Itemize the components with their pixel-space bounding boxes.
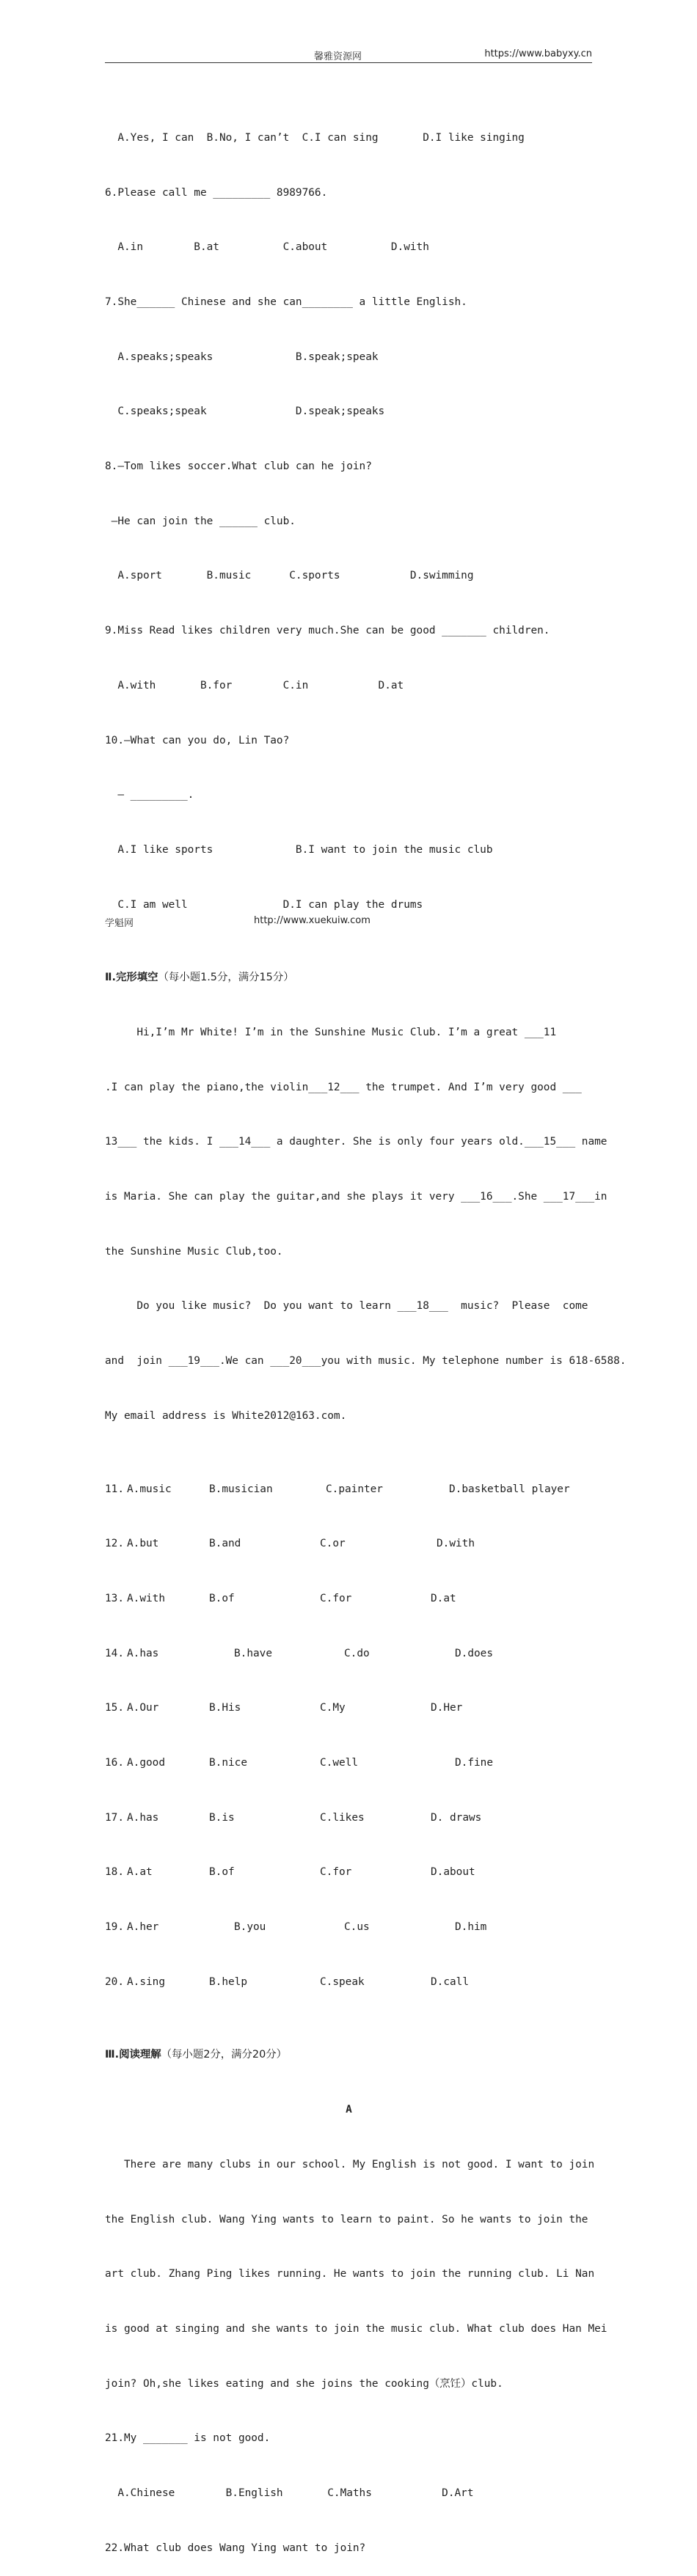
cloze-question bbox=[105, 1918, 593, 1937]
cloze-question bbox=[105, 1535, 593, 1553]
q10-options-ab: A.I like sports B.I want to join the music club bbox=[105, 843, 493, 856]
q7-options-ab: A.speaks;speaks B.speak;speak bbox=[105, 351, 379, 363]
section2-note: （每小题1.5分，满分15分） bbox=[158, 972, 294, 984]
question-number: 13. bbox=[105, 1592, 124, 1604]
option-a: A.sing bbox=[127, 1975, 165, 1988]
option-d: D.call bbox=[431, 1975, 469, 1988]
cloze-question bbox=[105, 1480, 593, 1499]
option-b: B.and bbox=[209, 1538, 241, 1550]
option-a: A.has bbox=[127, 1811, 159, 1824]
q8-stem: 8.—Tom likes soccer.What club can he join? bbox=[105, 460, 372, 473]
q10-answer-line: — _________. bbox=[105, 789, 194, 801]
cloze-passage-line: Hi,I’m Mr White! I’m in the Sunshine Music Club. I’m a great ___11 bbox=[105, 1026, 557, 1038]
cloze-passage-line: and join ___19___.We can ___20___you with music. My telephone number is 618-6588. bbox=[105, 1355, 627, 1368]
q7-stem: 7.She______ Chinese and she can________ a little English. bbox=[105, 296, 467, 308]
q8-options: A.sport B.music C.sports D.swimming bbox=[105, 570, 474, 582]
q22-stem: 22.What club does Wang Ying want to join? bbox=[105, 2542, 366, 2554]
q7-options-cd: C.speaks;speak D.speak;speaks bbox=[105, 406, 385, 418]
question-number: 19. bbox=[105, 1921, 124, 1934]
option-c: C.My bbox=[320, 1702, 346, 1714]
option-a: A.has bbox=[127, 1647, 159, 1659]
question-number: 12. bbox=[105, 1538, 124, 1550]
cloze-question bbox=[105, 1809, 593, 1827]
q6-options: A.in B.at C.about D.with bbox=[105, 241, 429, 254]
reading-passage-line: art club. Zhang Ping likes running. He wants to join the running club. Li Nan bbox=[105, 2268, 595, 2280]
option-c: C.painter bbox=[326, 1483, 383, 1495]
section3-title: Ⅲ.阅读理解 bbox=[105, 2049, 161, 2061]
option-b: B.His bbox=[209, 1702, 241, 1714]
cloze-question bbox=[105, 1645, 593, 1663]
q21-options: A.Chinese B.English C.Maths D.Art bbox=[105, 2487, 474, 2500]
option-b: B.you bbox=[234, 1921, 266, 1934]
q5-options: A.Yes, I can B.No, I can’t C.I can sing D.I like singing bbox=[105, 131, 525, 144]
section3-heading bbox=[105, 2046, 593, 2064]
cloze-question bbox=[105, 1863, 593, 1882]
q9-options: A.with B.for C.in D.at bbox=[105, 679, 404, 691]
option-a: A.Our bbox=[127, 1702, 159, 1714]
option-b: B.musician bbox=[209, 1483, 273, 1495]
q9-stem: 9.Miss Read likes children very much.She can be good _______ children. bbox=[105, 625, 550, 637]
option-c: C.speak bbox=[320, 1975, 365, 1988]
reading-passage-line: the English club. Wang Ying wants to learn to paint. So he wants to join the bbox=[105, 2213, 588, 2225]
question-number: 11. bbox=[105, 1483, 124, 1495]
option-b: B.of bbox=[209, 1866, 235, 1879]
q6-stem: 6.Please call me _________ 8989766. bbox=[105, 186, 328, 199]
option-c: C.do bbox=[344, 1647, 370, 1659]
option-b: B.nice bbox=[209, 1757, 247, 1769]
q10-stem: 10.—What can you do, Lin Tao? bbox=[105, 734, 290, 746]
reading-passage-line: There are many clubs in our school. My English is not good. I want to join bbox=[105, 2158, 595, 2170]
option-d: D.fine bbox=[455, 1757, 493, 1769]
option-b: B.have bbox=[234, 1647, 272, 1659]
option-c: C.likes bbox=[320, 1811, 365, 1824]
question-number: 20. bbox=[105, 1975, 124, 1988]
passage-label: A bbox=[346, 2104, 352, 2116]
footer-site-name: 学魁网 bbox=[105, 918, 134, 929]
option-d: D.basketball player bbox=[449, 1483, 570, 1495]
option-b: B.help bbox=[209, 1975, 247, 1988]
section2-title: Ⅱ.完形填空 bbox=[105, 972, 158, 984]
q21-stem: 21.My _______ is not good. bbox=[105, 2432, 271, 2445]
header-site-name: 馨雅资源网 bbox=[314, 51, 362, 62]
option-a: A.her bbox=[127, 1921, 159, 1934]
cloze-passage-line: 13___ the kids. I ___14___ a daughter. She is only four years old.___15___ name bbox=[105, 1136, 607, 1148]
document-body bbox=[105, 92, 627, 2576]
cloze-question bbox=[105, 1754, 593, 1772]
option-a: A.at bbox=[127, 1866, 153, 1879]
reading-passage-line: join? Oh,she likes eating and she joins the cooking（烹饪）club. bbox=[105, 2377, 503, 2390]
cloze-passage-line: the Sunshine Music Club,too. bbox=[105, 1245, 283, 1258]
option-b: B.is bbox=[209, 1811, 235, 1824]
section3-note: （每小题2分，满分20分） bbox=[161, 2049, 288, 2061]
option-a: A.with bbox=[127, 1592, 165, 1604]
option-c: C.for bbox=[320, 1592, 352, 1604]
cloze-passage-line: is Maria. She can play the guitar,and she plays it very ___16___.She ___17___in bbox=[105, 1191, 607, 1203]
option-a: A.but bbox=[127, 1538, 159, 1550]
option-b: B.of bbox=[209, 1592, 235, 1604]
option-d: D.about bbox=[431, 1866, 475, 1879]
section2-heading bbox=[105, 969, 593, 987]
header-divider bbox=[105, 62, 592, 63]
option-a: A.good bbox=[127, 1757, 165, 1769]
option-d: D.does bbox=[455, 1647, 493, 1659]
option-d: D.with bbox=[437, 1538, 475, 1550]
q8-answer-line: —He can join the ______ club. bbox=[105, 515, 296, 527]
option-d: D.him bbox=[455, 1921, 487, 1934]
q10-options-cd: C.I am well D.I can play the drums bbox=[105, 898, 423, 911]
option-a: A.music bbox=[127, 1483, 172, 1495]
reading-passage-line: is good at singing and she wants to join the music club. What club does Han Mei bbox=[105, 2322, 607, 2335]
option-c: C.or bbox=[320, 1538, 346, 1550]
footer-url: http://www.xuekuiw.com bbox=[254, 915, 371, 926]
question-number: 17. bbox=[105, 1811, 124, 1824]
cloze-question bbox=[105, 1590, 593, 1608]
option-c: C.us bbox=[344, 1921, 370, 1934]
header-url: https://www.babyxy.cn bbox=[484, 48, 592, 59]
question-number: 18. bbox=[105, 1866, 124, 1879]
option-d: D. draws bbox=[431, 1811, 482, 1824]
option-d: D.at bbox=[431, 1592, 456, 1604]
cloze-question bbox=[105, 1699, 593, 1717]
cloze-passage-line: .I can play the piano,the violin___12___ the trumpet. And I’m very good ___ bbox=[105, 1081, 582, 1093]
question-number: 14. bbox=[105, 1647, 124, 1659]
option-c: C.well bbox=[320, 1757, 358, 1769]
option-c: C.for bbox=[320, 1866, 352, 1879]
option-d: D.Her bbox=[431, 1702, 463, 1714]
cloze-question bbox=[105, 1973, 593, 1992]
cloze-passage-line: My email address is White2012@163.com. bbox=[105, 1409, 347, 1422]
cloze-passage-line: Do you like music? Do you want to learn ___18___ music? Please come bbox=[105, 1300, 588, 1313]
question-number: 16. bbox=[105, 1757, 124, 1769]
question-number: 15. bbox=[105, 1702, 124, 1714]
